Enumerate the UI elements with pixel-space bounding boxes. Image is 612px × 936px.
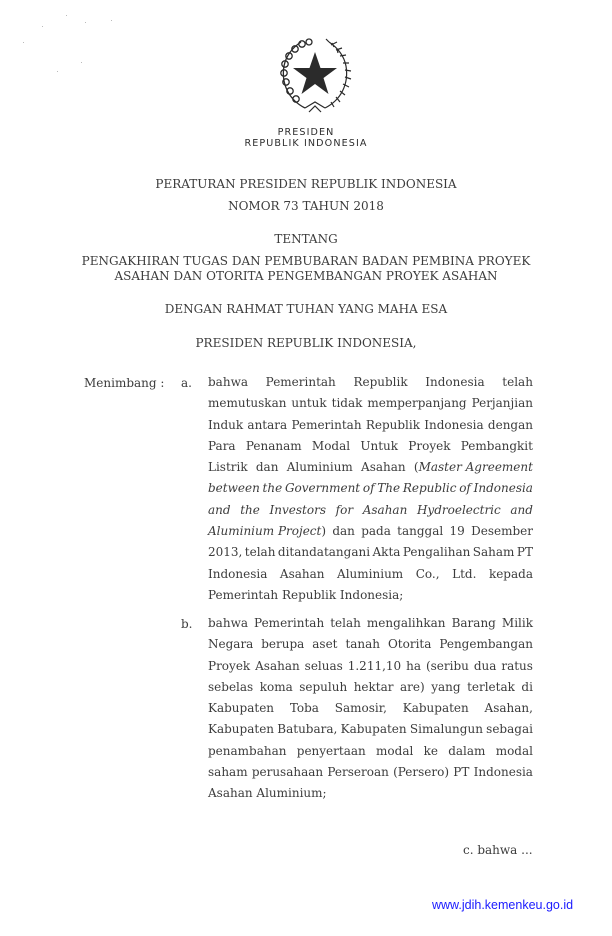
- word: tanah: [345, 637, 381, 652]
- item-letter-b: b.: [181, 617, 193, 631]
- word: Asahan: [255, 658, 300, 673]
- word: Perseroan: [327, 765, 389, 780]
- subject-line-1: PENGAKHIRAN TUGAS DAN PEMBUBARAN BADAN PEMBINA PROYEK: [81, 254, 531, 268]
- word: Pemerintah Republik Indonesia;: [208, 587, 404, 602]
- text-line: [208, 585, 533, 606]
- word: Listrik: [208, 460, 248, 475]
- word: Investors: [269, 502, 326, 517]
- word: Asahan Aluminium;: [208, 786, 327, 801]
- word: dalam: [448, 743, 486, 758]
- word: Penanam: [245, 438, 302, 453]
- word: 19: [449, 524, 465, 539]
- word: ditandatangani: [277, 545, 371, 560]
- word: berupa: [261, 637, 305, 652]
- word: of: [459, 481, 471, 496]
- word: saham: [208, 765, 248, 780]
- word: Samosir,: [334, 701, 387, 716]
- word: tanggal: [397, 524, 444, 539]
- scan-speck: [42, 26, 43, 27]
- word: Pemerintah: [291, 417, 362, 432]
- word: Kabupaten: [340, 722, 407, 737]
- text-line: [208, 634, 533, 655]
- word: Proyek: [208, 658, 251, 673]
- word: yang: [431, 679, 461, 694]
- word: pada: [361, 524, 391, 539]
- word: Indonesia: [473, 481, 533, 496]
- word: between: [208, 481, 260, 496]
- word: Induk: [208, 417, 244, 432]
- text-line: [208, 478, 533, 499]
- word: telah: [502, 375, 533, 389]
- word: Aluminium: [337, 566, 404, 581]
- word: Republik: [353, 375, 408, 389]
- word: (Persero): [393, 765, 450, 780]
- scan-speck: [23, 42, 24, 43]
- continuation-marker: c. bahwa ...: [463, 843, 533, 857]
- word: terletak: [467, 679, 515, 694]
- word: aset: [312, 637, 338, 652]
- word: Indonesia: [425, 375, 485, 389]
- word: Otorita: [387, 637, 432, 652]
- word: Untuk: [360, 438, 399, 453]
- word: hektar: [353, 679, 394, 694]
- word: Kabupaten: [208, 722, 275, 737]
- word: PT: [516, 545, 533, 560]
- text-line: [208, 719, 533, 740]
- word: Hydroelectric: [416, 502, 501, 517]
- word: for: [335, 502, 354, 517]
- text-line: [208, 457, 533, 478]
- text-line: [208, 783, 533, 804]
- text-line: [208, 542, 533, 563]
- word: penyertaan: [296, 743, 366, 758]
- word: modal: [376, 743, 414, 758]
- word: Pengembangan: [439, 637, 533, 652]
- about-label: TENTANG: [274, 232, 338, 246]
- word: modal: [495, 743, 533, 758]
- word: Akta: [372, 545, 401, 560]
- word: Toba: [289, 701, 319, 716]
- word: ha: [406, 658, 421, 673]
- text-line: [208, 393, 533, 414]
- scan-speck: [81, 62, 82, 63]
- word: Aluminium Project): [208, 524, 327, 539]
- text-line: [208, 741, 533, 762]
- word: memperpanjang: [367, 396, 467, 411]
- word: and: [510, 502, 533, 517]
- word: Asahan: [279, 566, 325, 581]
- word: Saham: [472, 545, 515, 560]
- presidential-emblem-icon: [275, 36, 355, 114]
- word: the: [262, 481, 283, 496]
- word: Aluminium: [286, 460, 353, 475]
- word: penambahan: [208, 743, 287, 758]
- regulation-number: NOMOR 73 TAHUN 2018: [228, 199, 384, 213]
- consideration-b-text: [208, 613, 533, 805]
- word: Republik: [365, 417, 421, 432]
- word: PT: [453, 765, 470, 780]
- emblem-caption-line2: REPUBLIK INDONESIA: [244, 138, 368, 149]
- word: tidak: [331, 396, 363, 411]
- word: perusahaan: [251, 765, 324, 780]
- word: Negara: [208, 637, 254, 652]
- text-line: [208, 521, 533, 542]
- word: 2013,: [208, 545, 243, 560]
- word: seluas: [304, 658, 343, 673]
- word: bahwa: [208, 375, 248, 389]
- issuer: PRESIDEN REPUBLIK INDONESIA,: [195, 336, 417, 350]
- word: kepada: [488, 566, 533, 581]
- text-line: [208, 613, 533, 634]
- word: ke: [423, 743, 438, 758]
- regulation-title: PERATURAN PRESIDEN REPUBLIK INDONESIA: [155, 177, 457, 191]
- scan-speck: [66, 15, 67, 16]
- text-line: [208, 564, 533, 585]
- word: sepuluh: [299, 679, 348, 694]
- scan-speck: [85, 22, 86, 23]
- word: Asahan: [362, 502, 408, 517]
- word: Indonesia: [473, 765, 533, 780]
- word: Perjanjian: [471, 396, 533, 411]
- word: dan: [332, 524, 355, 539]
- word: Ltd.: [452, 566, 477, 581]
- word: Pembangkit: [460, 438, 533, 453]
- source-website-link[interactable]: www.jdih.kemenkeu.go.id: [432, 898, 574, 912]
- word: memutuskan: [208, 396, 287, 411]
- word: Asahan,: [484, 701, 533, 716]
- subject-line-2: ASAHAN DAN OTORITA PENGEMBANGAN PROYEK ASAHAN: [114, 269, 498, 283]
- word: ratus: [501, 658, 533, 673]
- word: antara: [247, 417, 288, 432]
- consideration-a-text: [208, 372, 533, 606]
- word: Pemerintah: [254, 616, 325, 630]
- scan-speck: [57, 71, 58, 72]
- word: dua: [473, 658, 497, 673]
- word: 1.211,10: [347, 658, 402, 673]
- word: Government: [284, 481, 361, 496]
- word: (Master Agreement: [413, 460, 533, 475]
- text-line: [208, 372, 533, 393]
- word: Kabupaten: [208, 701, 275, 716]
- text-line: [208, 677, 533, 698]
- word: bahwa: [208, 616, 248, 630]
- scan-speck: [111, 20, 112, 21]
- word: Indonesia: [424, 417, 484, 432]
- word: (seribu: [425, 658, 469, 673]
- emblem-caption-line1: PRESIDEN: [277, 127, 335, 138]
- word: are): [400, 679, 425, 694]
- word: Kabupaten: [402, 701, 469, 716]
- word: Republic: [402, 481, 457, 496]
- word: dengan: [487, 417, 533, 432]
- word: Asahan: [361, 460, 406, 475]
- word: The: [377, 481, 401, 496]
- text-line: [208, 762, 533, 783]
- text-line: [208, 500, 533, 521]
- word: the: [240, 502, 260, 517]
- word: mengalihkan: [366, 616, 446, 630]
- word: koma: [259, 679, 293, 694]
- word: Pemerintah: [265, 375, 336, 389]
- word: Batubara,: [277, 722, 338, 737]
- word: Modal: [311, 438, 351, 453]
- word: untuk: [291, 396, 327, 411]
- word: Barang: [451, 616, 496, 630]
- word: Pengalihan: [402, 545, 471, 560]
- word: Milik: [501, 616, 533, 630]
- word: Para: [208, 438, 236, 453]
- word: Proyek: [408, 438, 451, 453]
- word: and: [208, 502, 231, 517]
- word: telah: [330, 616, 361, 630]
- word: Desember: [471, 524, 533, 539]
- text-line: [208, 436, 533, 457]
- word: of: [362, 481, 375, 496]
- word: di: [521, 679, 533, 694]
- text-line: [208, 698, 533, 719]
- word: telah: [244, 545, 276, 560]
- word: sebelas: [208, 679, 254, 694]
- considerations-label: Menimbang :: [84, 376, 165, 390]
- invocation: DENGAN RAHMAT TUHAN YANG MAHA ESA: [164, 302, 448, 316]
- word: Simalungun: [409, 722, 483, 737]
- word: sebagai: [486, 722, 533, 737]
- word: Co.,: [415, 566, 440, 581]
- text-line: [208, 656, 533, 677]
- word: Indonesia: [208, 566, 268, 581]
- text-line: [208, 415, 533, 436]
- item-letter-a: a.: [181, 376, 192, 390]
- word: dan: [255, 460, 279, 475]
